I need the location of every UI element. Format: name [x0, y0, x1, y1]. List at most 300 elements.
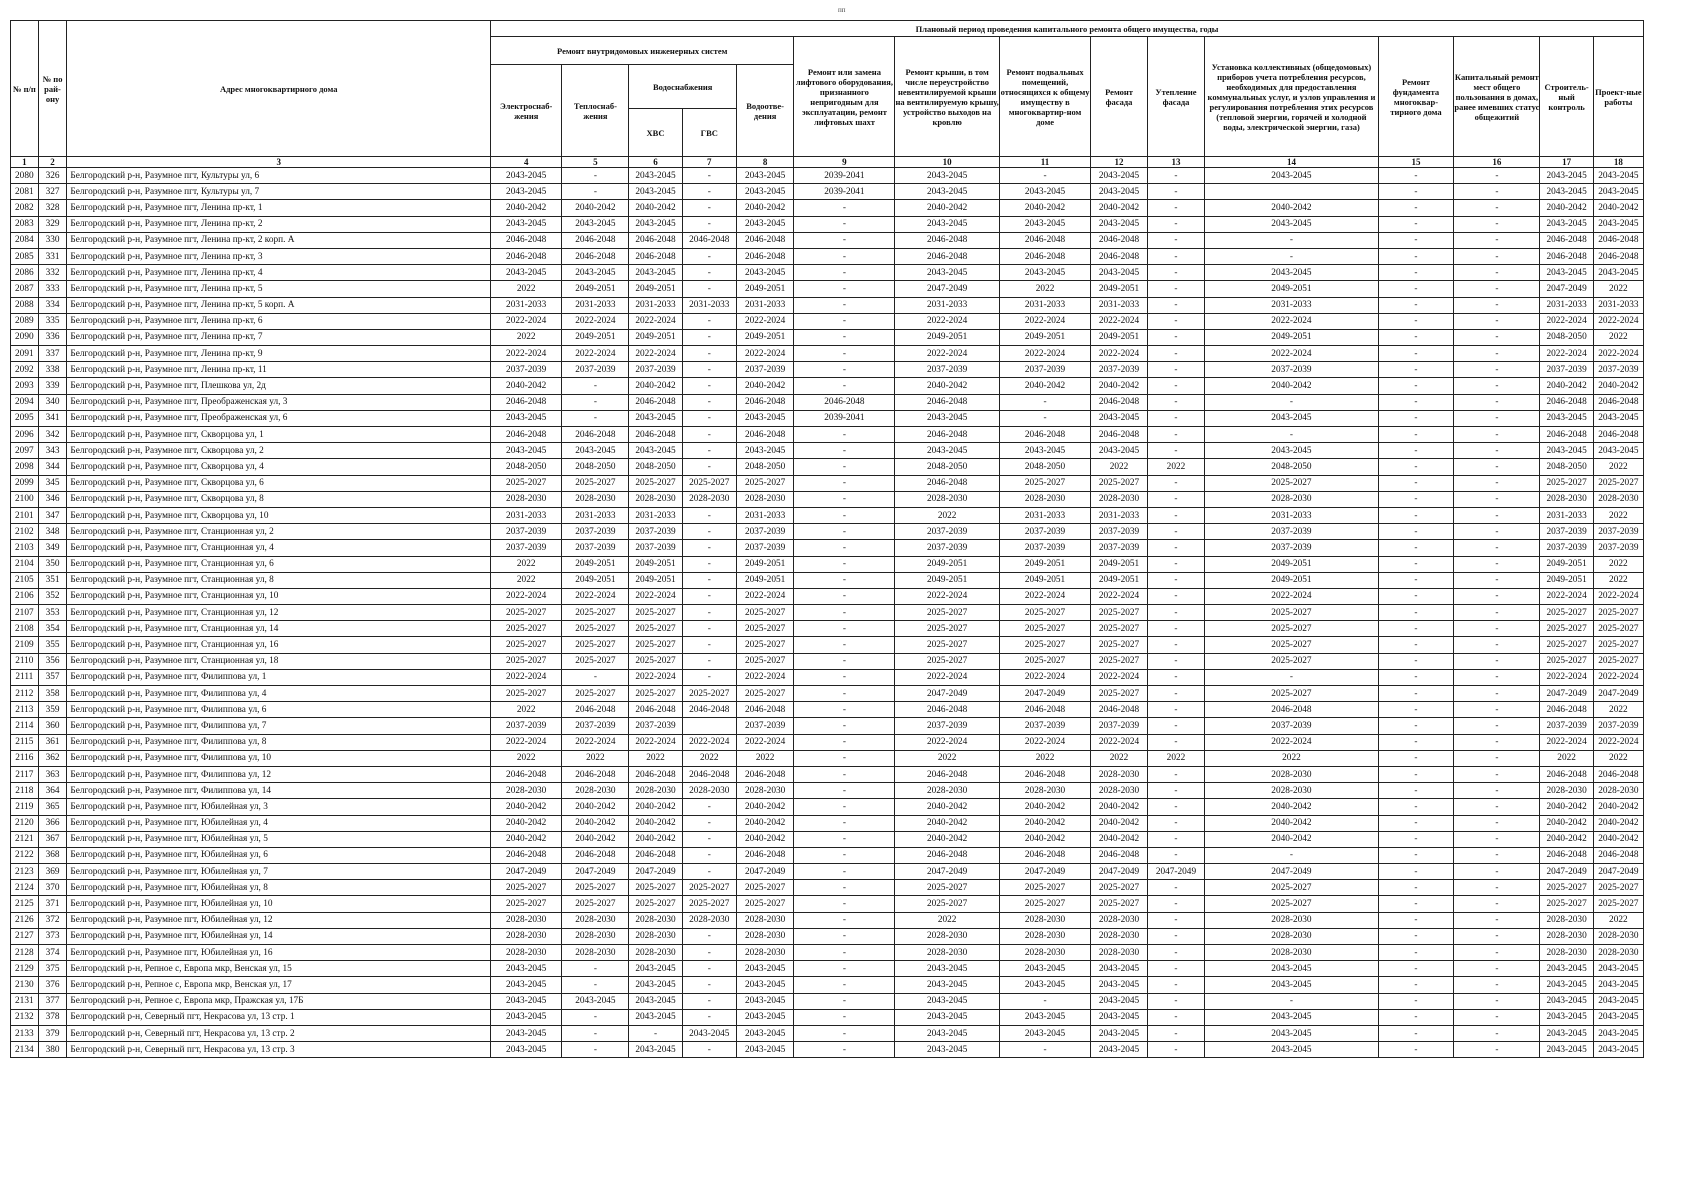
cell-electric: 2022: [491, 556, 562, 572]
cell-heat: 2049-2051: [562, 281, 629, 297]
cell-sewer: 2049-2051: [736, 572, 793, 588]
cell-design: 2046-2048: [1593, 394, 1643, 410]
cell-num: 2112: [11, 686, 39, 702]
cell-control: 2040-2042: [1540, 378, 1593, 394]
cell-foundation: -: [1378, 491, 1454, 507]
cell-design: 2046-2048: [1593, 427, 1643, 443]
cell-foundation: -: [1378, 653, 1454, 669]
cell-basement: 2040-2042: [999, 378, 1091, 394]
cell-foundation: -: [1378, 734, 1454, 750]
cell-dorm: -: [1454, 524, 1540, 540]
cell-cold-water: 2040-2042: [629, 799, 682, 815]
cell-insulation: -: [1147, 232, 1204, 248]
cell-hot-water: -: [682, 427, 736, 443]
cell-facade: 2046-2048: [1091, 702, 1147, 718]
cell-roof: 2022-2024: [895, 346, 999, 362]
cell-cold-water: 2037-2039: [629, 718, 682, 734]
table-row: [11, 507, 1644, 523]
cell-hot-water: -: [682, 394, 736, 410]
cell-hot-water: -: [682, 961, 736, 977]
cell-roof: 2025-2027: [895, 880, 999, 896]
cell-dorm: -: [1454, 1042, 1540, 1058]
cell-insulation: -: [1147, 702, 1204, 718]
cell-basement: 2022-2024: [999, 588, 1091, 604]
cell-num-district: 330: [38, 232, 67, 248]
cell-design: 2022-2024: [1593, 734, 1643, 750]
cell-roof: 2037-2039: [895, 524, 999, 540]
cell-basement: 2043-2045: [999, 977, 1091, 993]
cell-electric: 2022-2024: [491, 346, 562, 362]
cell-cold-water: 2022-2024: [629, 669, 682, 685]
table-row: [11, 1009, 1644, 1025]
cell-hot-water: -: [682, 993, 736, 1009]
cell-roof: 2025-2027: [895, 653, 999, 669]
cell-foundation: -: [1378, 297, 1454, 313]
cell-meters: 2025-2027: [1205, 475, 1379, 491]
cell-dorm: -: [1454, 427, 1540, 443]
cell-roof: 2043-2045: [895, 168, 999, 184]
cell-sewer: 2037-2039: [736, 524, 793, 540]
cell-facade: 2022-2024: [1091, 313, 1147, 329]
cell-roof: 2043-2045: [895, 977, 999, 993]
cell-control: 2043-2045: [1540, 216, 1593, 232]
cell-design: 2043-2045: [1593, 1009, 1643, 1025]
table-row: [11, 200, 1644, 216]
cell-hot-water: -: [682, 459, 736, 475]
cell-dorm: -: [1454, 605, 1540, 621]
cell-heat: 2048-2050: [562, 459, 629, 475]
table-row: [11, 880, 1644, 896]
colnum-12: 12: [1091, 157, 1147, 168]
cell-control: 2025-2027: [1540, 605, 1593, 621]
cell-num-district: 341: [38, 410, 67, 426]
cell-facade: 2047-2049: [1091, 864, 1147, 880]
cell-design: 2040-2042: [1593, 799, 1643, 815]
cell-insulation: -: [1147, 491, 1204, 507]
cell-dorm: -: [1454, 216, 1540, 232]
cell-num-district: 366: [38, 815, 67, 831]
cell-design: 2037-2039: [1593, 540, 1643, 556]
cell-insulation: -: [1147, 799, 1204, 815]
cell-cold-water: 2046-2048: [629, 766, 682, 782]
cell-hot-water: -: [682, 847, 736, 863]
cell-insulation: -: [1147, 637, 1204, 653]
cell-roof: 2040-2042: [895, 815, 999, 831]
cell-num: 2130: [11, 977, 39, 993]
cell-dorm: -: [1454, 362, 1540, 378]
cell-foundation: -: [1378, 427, 1454, 443]
cell-facade: 2022: [1091, 750, 1147, 766]
cell-electric: 2022: [491, 281, 562, 297]
cell-control: 2022-2024: [1540, 588, 1593, 604]
cell-dorm: -: [1454, 184, 1540, 200]
cell-foundation: -: [1378, 605, 1454, 621]
cell-roof: 2043-2045: [895, 961, 999, 977]
cell-electric: 2040-2042: [491, 799, 562, 815]
cell-basement: 2043-2045: [999, 184, 1091, 200]
cell-dorm: -: [1454, 734, 1540, 750]
cell-facade: 2028-2030: [1091, 928, 1147, 944]
cell-num-district: 352: [38, 588, 67, 604]
cell-lift: -: [794, 200, 895, 216]
cell-control: 2028-2030: [1540, 912, 1593, 928]
cell-dorm: -: [1454, 686, 1540, 702]
cell-facade: 2028-2030: [1091, 766, 1147, 782]
table-row: [11, 605, 1644, 621]
cell-address: Белгородский р-н, Северный пгт, Некрасова ул, 13 стр. 1: [67, 1009, 491, 1025]
cell-insulation: -: [1147, 734, 1204, 750]
cell-lift: -: [794, 556, 895, 572]
cell-basement: 2040-2042: [999, 799, 1091, 815]
cell-heat: 2037-2039: [562, 540, 629, 556]
cell-insulation: -: [1147, 945, 1204, 961]
cell-dorm: -: [1454, 815, 1540, 831]
cell-control: 2025-2027: [1540, 475, 1593, 491]
table-row: [11, 281, 1644, 297]
cell-cold-water: 2043-2045: [629, 184, 682, 200]
cell-lift: 2039-2041: [794, 410, 895, 426]
cell-sewer: 2037-2039: [736, 718, 793, 734]
cell-num: 2081: [11, 184, 39, 200]
cell-insulation: -: [1147, 556, 1204, 572]
cell-control: 2048-2050: [1540, 329, 1593, 345]
cell-lift: -: [794, 961, 895, 977]
cell-cold-water: 2031-2033: [629, 507, 682, 523]
cell-hot-water: 2028-2030: [682, 783, 736, 799]
cell-design: 2046-2048: [1593, 766, 1643, 782]
cell-cold-water: 2037-2039: [629, 524, 682, 540]
cell-address: Белгородский р-н, Репное с, Европа мкр, Венская ул, 17: [67, 977, 491, 993]
cell-basement: 2037-2039: [999, 718, 1091, 734]
cell-heat: -: [562, 394, 629, 410]
cell-address: Белгородский р-н, Разумное пгт, Юбилейная ул, 14: [67, 928, 491, 944]
cell-num: 2115: [11, 734, 39, 750]
cell-control: 2043-2045: [1540, 1009, 1593, 1025]
cell-meters: 2040-2042: [1205, 815, 1379, 831]
table-row: [11, 1042, 1644, 1058]
cell-electric: 2040-2042: [491, 200, 562, 216]
cell-num-district: 339: [38, 378, 67, 394]
cell-design: 2040-2042: [1593, 815, 1643, 831]
cell-electric: 2046-2048: [491, 394, 562, 410]
table-row: [11, 313, 1644, 329]
header-meters: Установка коллективных (общедомовых) приборов учета потребления ресурсов, необходимых для предоставления коммунальных услуг, и узлов управления и регулирования потребления этих ресурсов (тепловой энергии, горячей и холодной воды, электрической энергии, газа): [1205, 37, 1379, 157]
cell-cold-water: 2022-2024: [629, 734, 682, 750]
cell-meters: 2049-2051: [1205, 281, 1379, 297]
cell-cold-water: 2043-2045: [629, 443, 682, 459]
cell-meters: 2043-2045: [1205, 443, 1379, 459]
cell-heat: 2046-2048: [562, 766, 629, 782]
cell-cold-water: 2037-2039: [629, 362, 682, 378]
header-heat: Теплоснаб-жения: [562, 65, 629, 157]
cell-dorm: -: [1454, 977, 1540, 993]
table-row: [11, 346, 1644, 362]
header-num: № п/п: [11, 21, 39, 157]
cell-heat: 2046-2048: [562, 427, 629, 443]
cell-sewer: 2040-2042: [736, 378, 793, 394]
cell-address: Белгородский р-н, Разумное пгт, Ленина пр-кт, 2: [67, 216, 491, 232]
cell-insulation: -: [1147, 1025, 1204, 1041]
cell-heat: 2025-2027: [562, 880, 629, 896]
cell-meters: 2048-2050: [1205, 459, 1379, 475]
cell-facade: 2028-2030: [1091, 912, 1147, 928]
cell-lift: -: [794, 783, 895, 799]
cell-address: Белгородский р-н, Разумное пгт, Ленина пр-кт, 5: [67, 281, 491, 297]
cell-sewer: 2025-2027: [736, 896, 793, 912]
cell-roof: 2043-2045: [895, 1009, 999, 1025]
header-sewer: Водоотве-дения: [736, 65, 793, 157]
header-roof: Ремонт крыши, в том числе переустройство невентилируемой крыши на вентилируемую крышу, устройство выходов на кровлю: [895, 37, 999, 157]
cell-insulation: -: [1147, 815, 1204, 831]
cell-sewer: 2022-2024: [736, 734, 793, 750]
table-row: [11, 928, 1644, 944]
cell-dorm: -: [1454, 718, 1540, 734]
cell-num: 2111: [11, 669, 39, 685]
cell-cold-water: 2025-2027: [629, 637, 682, 653]
cell-hot-water: 2046-2048: [682, 766, 736, 782]
cell-basement: 2040-2042: [999, 831, 1091, 847]
cell-basement: -: [999, 993, 1091, 1009]
cell-address: Белгородский р-н, Разумное пгт, Филиппова ул, 1: [67, 669, 491, 685]
cell-roof: 2046-2048: [895, 847, 999, 863]
cell-address: Белгородский р-н, Разумное пгт, Преображенская ул, 3: [67, 394, 491, 410]
cell-cold-water: 2025-2027: [629, 475, 682, 491]
cell-sewer: 2043-2045: [736, 216, 793, 232]
cell-roof: 2047-2049: [895, 281, 999, 297]
table-row: [11, 540, 1644, 556]
cell-basement: 2025-2027: [999, 637, 1091, 653]
cell-control: 2037-2039: [1540, 524, 1593, 540]
cell-lift: -: [794, 734, 895, 750]
cell-insulation: -: [1147, 329, 1204, 345]
cell-meters: 2022-2024: [1205, 734, 1379, 750]
cell-lift: 2039-2041: [794, 168, 895, 184]
cell-facade: 2046-2048: [1091, 427, 1147, 443]
cell-design: 2028-2030: [1593, 928, 1643, 944]
cell-cold-water: 2037-2039: [629, 540, 682, 556]
cell-num-district: 365: [38, 799, 67, 815]
cell-sewer: 2037-2039: [736, 362, 793, 378]
cell-design: 2025-2027: [1593, 880, 1643, 896]
cell-lift: -: [794, 313, 895, 329]
cell-heat: -: [562, 378, 629, 394]
cell-facade: 2040-2042: [1091, 831, 1147, 847]
cell-insulation: -: [1147, 605, 1204, 621]
cell-control: 2025-2027: [1540, 637, 1593, 653]
table-row: [11, 896, 1644, 912]
table-row: [11, 265, 1644, 281]
cell-design: 2028-2030: [1593, 491, 1643, 507]
cell-control: 2025-2027: [1540, 880, 1593, 896]
cell-meters: 2043-2045: [1205, 1042, 1379, 1058]
cell-sewer: 2046-2048: [736, 427, 793, 443]
cell-electric: 2040-2042: [491, 831, 562, 847]
cell-design: 2043-2045: [1593, 977, 1643, 993]
cell-meters: 2037-2039: [1205, 718, 1379, 734]
cell-num: 2101: [11, 507, 39, 523]
cell-design: 2043-2045: [1593, 265, 1643, 281]
cell-num: 2088: [11, 297, 39, 313]
cell-num-district: 340: [38, 394, 67, 410]
cell-num-district: 326: [38, 168, 67, 184]
cell-lift: -: [794, 977, 895, 993]
cell-hot-water: -: [682, 556, 736, 572]
cell-foundation: -: [1378, 928, 1454, 944]
table-row: [11, 443, 1644, 459]
cell-num: 2087: [11, 281, 39, 297]
cell-sewer: 2043-2045: [736, 168, 793, 184]
cell-address: Белгородский р-н, Разумное пгт, Филиппова ул, 14: [67, 783, 491, 799]
cell-electric: 2040-2042: [491, 378, 562, 394]
cell-num-district: 342: [38, 427, 67, 443]
capital-repair-table: [10, 20, 1644, 1058]
cell-lift: -: [794, 702, 895, 718]
cell-num: 2084: [11, 232, 39, 248]
cell-sewer: 2046-2048: [736, 248, 793, 264]
cell-design: 2028-2030: [1593, 783, 1643, 799]
cell-cold-water: 2025-2027: [629, 621, 682, 637]
cell-heat: -: [562, 184, 629, 200]
cell-insulation: -: [1147, 718, 1204, 734]
cell-meters: -: [1205, 993, 1379, 1009]
cell-num: 2122: [11, 847, 39, 863]
cell-heat: -: [562, 1009, 629, 1025]
cell-num-district: 377: [38, 993, 67, 1009]
cell-basement: 2025-2027: [999, 475, 1091, 491]
page-marker: пп: [838, 6, 846, 14]
cell-hot-water: -: [682, 928, 736, 944]
cell-basement: 2028-2030: [999, 491, 1091, 507]
cell-lift: -: [794, 232, 895, 248]
cell-control: 2037-2039: [1540, 362, 1593, 378]
cell-dorm: -: [1454, 1009, 1540, 1025]
cell-roof: 2046-2048: [895, 248, 999, 264]
cell-cold-water: 2049-2051: [629, 281, 682, 297]
cell-insulation: -: [1147, 168, 1204, 184]
cell-sewer: 2043-2045: [736, 961, 793, 977]
cell-roof: 2022-2024: [895, 669, 999, 685]
cell-num: 2096: [11, 427, 39, 443]
cell-roof: 2043-2045: [895, 216, 999, 232]
cell-sewer: 2046-2048: [736, 702, 793, 718]
cell-control: 2047-2049: [1540, 686, 1593, 702]
cell-heat: 2025-2027: [562, 621, 629, 637]
table-row: [11, 653, 1644, 669]
table-row: [11, 1025, 1644, 1041]
cell-design: 2022: [1593, 507, 1643, 523]
cell-lift: -: [794, 427, 895, 443]
cell-lift: -: [794, 540, 895, 556]
cell-electric: 2025-2027: [491, 637, 562, 653]
cell-facade: 2031-2033: [1091, 297, 1147, 313]
cell-heat: 2043-2045: [562, 443, 629, 459]
cell-electric: 2022-2024: [491, 313, 562, 329]
cell-electric: 2047-2049: [491, 864, 562, 880]
cell-basement: 2049-2051: [999, 329, 1091, 345]
cell-meters: 2040-2042: [1205, 378, 1379, 394]
cell-basement: 2025-2027: [999, 653, 1091, 669]
cell-meters: 2028-2030: [1205, 912, 1379, 928]
cell-facade: 2022-2024: [1091, 588, 1147, 604]
cell-design: 2022: [1593, 750, 1643, 766]
cell-facade: 2028-2030: [1091, 783, 1147, 799]
table-row: [11, 588, 1644, 604]
cell-num-district: 372: [38, 912, 67, 928]
cell-electric: 2043-2045: [491, 410, 562, 426]
cell-num: 2117: [11, 766, 39, 782]
colnum-14: 14: [1205, 157, 1379, 168]
cell-address: Белгородский р-н, Разумное пгт, Станционная ул, 4: [67, 540, 491, 556]
table-row: [11, 977, 1644, 993]
cell-facade: 2043-2045: [1091, 993, 1147, 1009]
cell-heat: 2040-2042: [562, 799, 629, 815]
cell-facade: 2043-2045: [1091, 1025, 1147, 1041]
cell-basement: 2047-2049: [999, 864, 1091, 880]
cell-control: 2046-2048: [1540, 248, 1593, 264]
cell-meters: 2040-2042: [1205, 200, 1379, 216]
cell-hot-water: -: [682, 362, 736, 378]
cell-address: Белгородский р-н, Разумное пгт, Станционная ул, 18: [67, 653, 491, 669]
cell-roof: 2046-2048: [895, 232, 999, 248]
header-hot: ГВС: [682, 109, 736, 157]
cell-sewer: 2025-2027: [736, 637, 793, 653]
cell-control: 2022-2024: [1540, 734, 1593, 750]
cell-hot-water: -: [682, 410, 736, 426]
cell-num-district: 368: [38, 847, 67, 863]
cell-num-district: 360: [38, 718, 67, 734]
cell-address: Белгородский р-н, Разумное пгт, Ленина пр-кт, 1: [67, 200, 491, 216]
cell-insulation: -: [1147, 766, 1204, 782]
cell-cold-water: 2040-2042: [629, 831, 682, 847]
cell-lift: -: [794, 718, 895, 734]
cell-control: 2040-2042: [1540, 200, 1593, 216]
cell-num: 2099: [11, 475, 39, 491]
cell-electric: 2043-2045: [491, 216, 562, 232]
cell-sewer: 2043-2045: [736, 184, 793, 200]
cell-sewer: 2025-2027: [736, 621, 793, 637]
cell-address: Белгородский р-н, Разумное пгт, Юбилейная ул, 12: [67, 912, 491, 928]
cell-dorm: -: [1454, 912, 1540, 928]
cell-num-district: 369: [38, 864, 67, 880]
cell-dorm: -: [1454, 766, 1540, 782]
cell-facade: 2025-2027: [1091, 621, 1147, 637]
cell-insulation: -: [1147, 427, 1204, 443]
cell-dorm: -: [1454, 1025, 1540, 1041]
cell-foundation: -: [1378, 265, 1454, 281]
cell-address: Белгородский р-н, Разумное пгт, Ленина пр-кт, 7: [67, 329, 491, 345]
cell-sewer: 2025-2027: [736, 653, 793, 669]
cell-dorm: -: [1454, 653, 1540, 669]
cell-insulation: -: [1147, 394, 1204, 410]
cell-heat: 2046-2048: [562, 248, 629, 264]
cell-num-district: 364: [38, 783, 67, 799]
cell-control: 2022: [1540, 750, 1593, 766]
cell-sewer: 2049-2051: [736, 329, 793, 345]
cell-design: 2022: [1593, 556, 1643, 572]
cell-control: 2022-2024: [1540, 669, 1593, 685]
cell-meters: -: [1205, 394, 1379, 410]
cell-dorm: -: [1454, 847, 1540, 863]
cell-meters: -: [1205, 669, 1379, 685]
cell-facade: 2043-2045: [1091, 168, 1147, 184]
cell-heat: 2022: [562, 750, 629, 766]
cell-lift: -: [794, 912, 895, 928]
cell-num: 2089: [11, 313, 39, 329]
cell-num-district: 370: [38, 880, 67, 896]
cell-roof: 2040-2042: [895, 831, 999, 847]
cell-hot-water: -: [682, 265, 736, 281]
header-period: Плановый период проведения капитального ремонта общего имущества, годы: [491, 21, 1644, 37]
